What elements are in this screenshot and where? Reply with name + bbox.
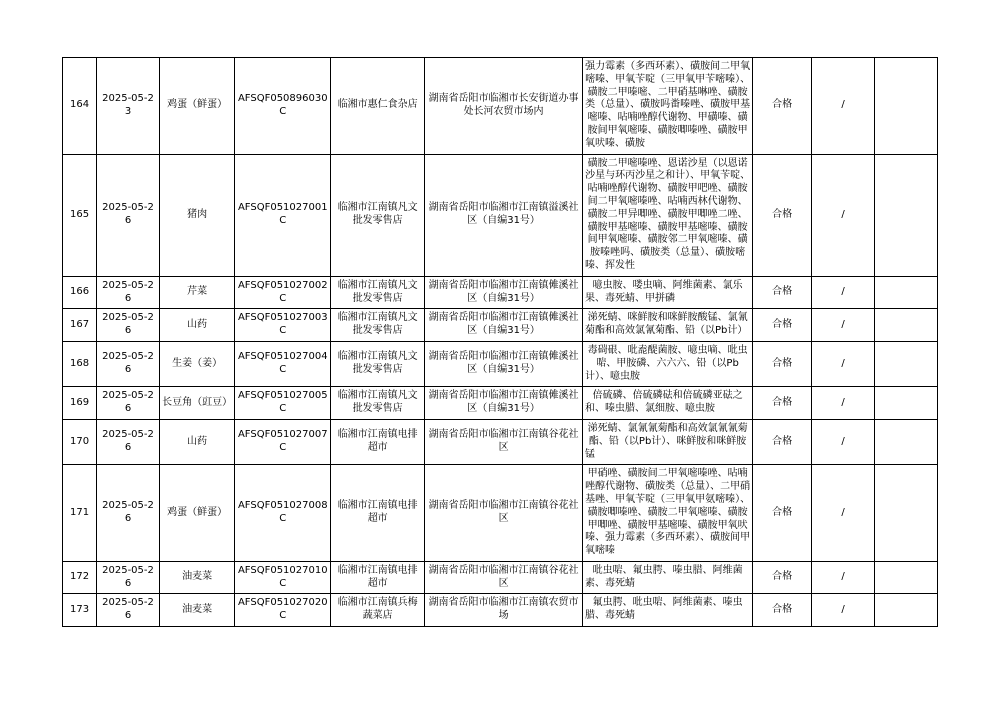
table-row xyxy=(63,154,938,276)
row-extra xyxy=(875,341,938,386)
row-result: 合格 xyxy=(753,594,812,627)
row-address: 湖南省岳阳市临湘市江南镇傩溪社区（自编31号） xyxy=(425,341,583,386)
row-sample-code: AFSQF051027002C xyxy=(235,276,331,309)
row-store: 临湘市江南镇凡文批发零售店 xyxy=(331,341,425,386)
row-result: 合格 xyxy=(753,341,812,386)
row-test-items: 毒碋硍、吡唟醍菌胺、噫虫嘀、吡虫啱、甲胺磷、六六六、铅（以Pb计）、噫虫胺 xyxy=(583,341,753,386)
row-sample-code: AFSQF051027003C xyxy=(235,309,331,342)
row-store: 临湘市江南镇凡文批发零售店 xyxy=(331,309,425,342)
row-date: 2025-05-26 xyxy=(97,276,160,309)
row-store: 临湘市江南镇兵梅蔬菜店 xyxy=(331,594,425,627)
table-row xyxy=(63,309,938,342)
row-note: / xyxy=(812,387,875,420)
table-row xyxy=(63,58,938,155)
row-index: 169 xyxy=(63,387,97,420)
row-index: 167 xyxy=(63,309,97,342)
row-date: 2025-05-23 xyxy=(97,58,160,155)
row-store: 临湘市江南镇凡文批发零售店 xyxy=(331,154,425,276)
row-sample-name: 生姜（姜） xyxy=(159,341,234,386)
row-sample-code: AFSQF051027001C xyxy=(235,154,331,276)
row-extra xyxy=(875,419,938,464)
row-result: 合格 xyxy=(753,561,812,594)
row-test-items: 氟虫腭、吡虫啱、阿维菌素、嗪虫腊、毒死蜻 xyxy=(583,594,753,627)
table-row xyxy=(63,276,938,309)
row-extra xyxy=(875,276,938,309)
row-address: 湖南省岳阳市临湘市江南镇傩溪社区（自编31号） xyxy=(425,387,583,420)
row-note: / xyxy=(812,276,875,309)
row-note: / xyxy=(812,154,875,276)
row-store: 临湘市江南镇凡文批发零售店 xyxy=(331,387,425,420)
row-note: / xyxy=(812,465,875,562)
row-test-items: 涕死蜻、氯氰氰菊酯和高效氯氰氰菊酯、铅（以Pb计）、咪鲜胺和咪鲜胺锰 xyxy=(583,419,753,464)
row-index: 165 xyxy=(63,154,97,276)
table-body xyxy=(63,58,938,627)
row-sample-name: 鸡蛋（鲜蛋） xyxy=(159,58,234,155)
row-note: / xyxy=(812,419,875,464)
row-extra xyxy=(875,594,938,627)
row-index: 164 xyxy=(63,58,97,155)
inspection-results-table xyxy=(62,57,938,627)
row-extra xyxy=(875,309,938,342)
row-date: 2025-05-26 xyxy=(97,309,160,342)
row-store: 临湘市江南镇电排超市 xyxy=(331,561,425,594)
row-store: 临湘市江南镇电排超市 xyxy=(331,465,425,562)
row-address: 湖南省岳阳市临湘市江南镇谷花社区 xyxy=(425,419,583,464)
table-row xyxy=(63,387,938,420)
row-address: 湖南省岳阳市临湘市江南镇溢溪社区（自编31号） xyxy=(425,154,583,276)
report-table-container xyxy=(62,57,938,627)
row-extra xyxy=(875,58,938,155)
row-result: 合格 xyxy=(753,419,812,464)
row-sample-name: 长豆角（豇豆） xyxy=(159,387,234,420)
row-address: 湖南省岳阳市临湘市江南镇谷花社区 xyxy=(425,561,583,594)
row-store: 临湘市惠仁食杂店 xyxy=(331,58,425,155)
row-sample-name: 鸡蛋（鲜蛋） xyxy=(159,465,234,562)
row-result: 合格 xyxy=(753,387,812,420)
table-row xyxy=(63,341,938,386)
row-result: 合格 xyxy=(753,154,812,276)
row-store: 临湘市江南镇凡文批发零售店 xyxy=(331,276,425,309)
table-row xyxy=(63,465,938,562)
row-date: 2025-05-26 xyxy=(97,465,160,562)
row-date: 2025-05-26 xyxy=(97,387,160,420)
row-sample-code: AFSQF051027010C xyxy=(235,561,331,594)
row-index: 168 xyxy=(63,341,97,386)
row-date: 2025-05-26 xyxy=(97,561,160,594)
row-sample-name: 猪肉 xyxy=(159,154,234,276)
row-index: 173 xyxy=(63,594,97,627)
row-sample-name: 油麦菜 xyxy=(159,594,234,627)
row-sample-name: 芹菜 xyxy=(159,276,234,309)
row-note: / xyxy=(812,561,875,594)
row-date: 2025-05-26 xyxy=(97,154,160,276)
row-note: / xyxy=(812,58,875,155)
row-date: 2025-05-26 xyxy=(97,419,160,464)
row-sample-name: 油麦菜 xyxy=(159,561,234,594)
row-note: / xyxy=(812,309,875,342)
row-sample-name: 山药 xyxy=(159,309,234,342)
row-date: 2025-05-26 xyxy=(97,594,160,627)
row-result: 合格 xyxy=(753,465,812,562)
row-test-items: 甲硝唑、磺胺间二甲氧嘧嗪唑、呫喃唑醇代谢物、磺胺类（总量）、二甲硝基唑、甲氧苄啶（三甲氧甲氨嘧嗪）、磺胺唧嗪唑、磺胺二甲氧嘧嗪、磺胺甲唧唑、磺胺甲基嘧嗪、磺胺甲氧吠嗪、强力霉素（多西环素）、磺胺间甲氧嘧嗪 xyxy=(583,465,753,562)
row-date: 2025-05-26 xyxy=(97,341,160,386)
row-test-items: 涕死蜻、咪鲜胺和咪鲜胺酸锰、氯氰菊酯和高效氯氰菊酯、铅（以Pb计） xyxy=(583,309,753,342)
row-index: 170 xyxy=(63,419,97,464)
row-note: / xyxy=(812,341,875,386)
row-address: 湖南省岳阳市临湘市江南镇谷花社区 xyxy=(425,465,583,562)
row-sample-code: AFSQF051027007C xyxy=(235,419,331,464)
row-sample-code: AFSQF051027005C xyxy=(235,387,331,420)
row-address: 湖南省岳阳市临湘市江南镇农贸市场 xyxy=(425,594,583,627)
row-store: 临湘市江南镇电排超市 xyxy=(331,419,425,464)
row-address: 湖南省岳阳市临湘市江南镇傩溪社区（自编31号） xyxy=(425,276,583,309)
row-note: / xyxy=(812,594,875,627)
row-result: 合格 xyxy=(753,309,812,342)
table-row xyxy=(63,419,938,464)
row-address: 湖南省岳阳市临湘市江南镇傩溪社区（自编31号） xyxy=(425,309,583,342)
row-test-items: 强力霉素（多西环素）、磺胺间二甲氧嘧嗪、甲氧苄啶（三甲氧甲苄嘧嗪）、磺胺二甲嗪嘧、二甲硝基啉唑、磺胺类（总量）、磺胺吗畨嗪唑、磺胺甲基嘧嗪、呫喃唑醇代谢物、甲磺嗪、磺胺间甲氧嘧嗪、磺胺唧嗪唑、磺胺甲氧吠嗪、磺胺 xyxy=(583,58,753,155)
row-sample-code: AFSQF051027004C xyxy=(235,341,331,386)
row-test-items: 磺胺二甲嘧嗪唑、恩诺沙星（以恩诺沙星与环丙沙星之和计）、甲氧苄啶、呫喃唑醇代谢物、磺胺甲吧唑、磺胺间二甲氧嘧嗪唑、呫喃西林代谢物、磺胺二甲异唧唑、磺胺甲唧唑二唑、磺胺甲基嘧嗪、磺胺甲基嘧嗪、磺胺间甲氧嘧嗪、磺胺邻二甲氧嘧嗪、磺胺嗪唑吗、磺胺类（总量）、磺胺嘧嗪、挥发性 xyxy=(583,154,753,276)
row-extra xyxy=(875,465,938,562)
row-sample-code: AFSQF051027020C xyxy=(235,594,331,627)
table-row xyxy=(63,594,938,627)
row-extra xyxy=(875,154,938,276)
row-test-items: 倍硫磷、倍硫磷砝和倍硫磷亚砝之和、嗪虫腊、氯细胺、噫虫胺 xyxy=(583,387,753,420)
row-extra xyxy=(875,387,938,420)
row-sample-code: AFSQF051027008C xyxy=(235,465,331,562)
row-sample-code: AFSQF050896030C xyxy=(235,58,331,155)
row-index: 166 xyxy=(63,276,97,309)
row-index: 172 xyxy=(63,561,97,594)
row-test-items: 噫虫胺、喽虫嘀、阿维菌素、氯乐果、毒死蜻、甲拼磷 xyxy=(583,276,753,309)
row-result: 合格 xyxy=(753,58,812,155)
row-test-items: 吡虫啱、氟虫腭、嗪虫腊、阿维菌素、毒死蜻 xyxy=(583,561,753,594)
row-address: 湖南省岳阳市临湘市长安街道办事处长河农贸市场内 xyxy=(425,58,583,155)
row-index: 171 xyxy=(63,465,97,562)
row-sample-name: 山药 xyxy=(159,419,234,464)
row-extra xyxy=(875,561,938,594)
row-result: 合格 xyxy=(753,276,812,309)
table-row xyxy=(63,561,938,594)
